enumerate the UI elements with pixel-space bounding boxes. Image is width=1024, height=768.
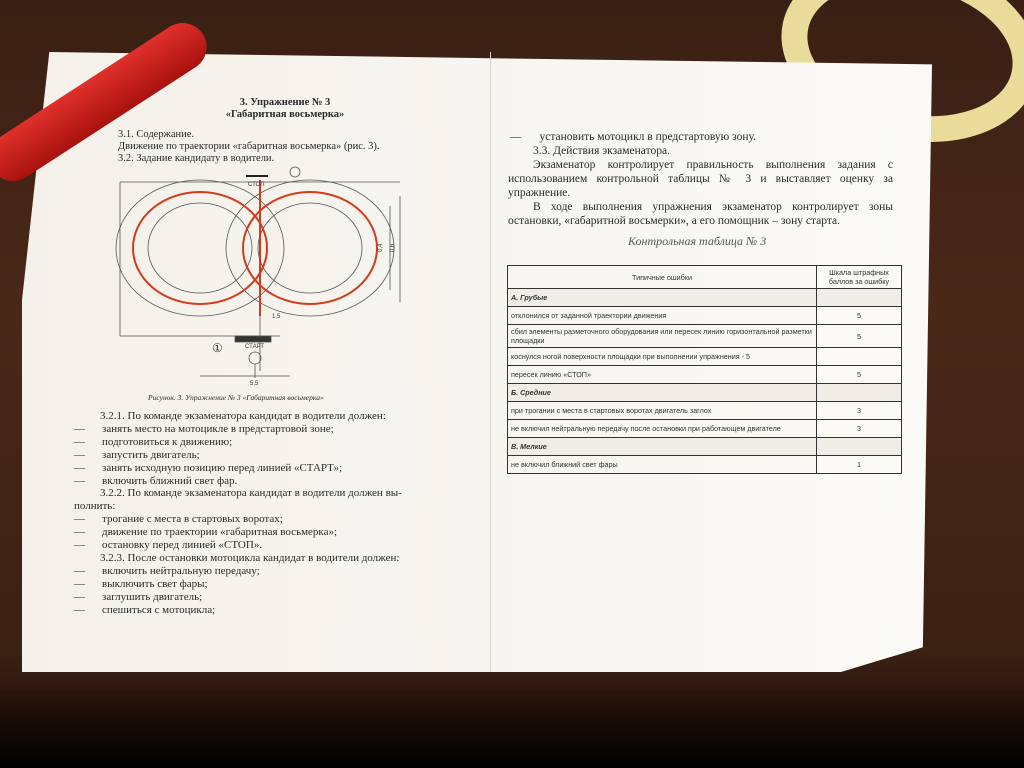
table-row bbox=[508, 456, 902, 474]
error-cell: отклонился от заданной траектории движения bbox=[508, 307, 817, 325]
body-line: — занять исходную позицию перед линией «СТАРТ»; bbox=[74, 461, 343, 474]
body-line: — занять место на мотоцикле в предстартовой зоне; bbox=[74, 422, 334, 435]
error-cell: не включил ближний свет фары bbox=[508, 456, 817, 474]
table-section-row bbox=[508, 289, 902, 307]
table-row bbox=[508, 366, 902, 384]
right-item-1-text: установить мотоцикл в предстартовую зону. bbox=[539, 131, 756, 143]
body-line-text: занять исходную позицию перед линией «СТАРТ»; bbox=[102, 461, 343, 474]
table-section-row bbox=[508, 384, 902, 402]
points-cell bbox=[817, 384, 902, 402]
section-label: В. Мелкие bbox=[508, 438, 817, 456]
body-line-text: включить ближний свет фар. bbox=[102, 474, 238, 487]
error-cell: не включил нейтральную передачу после остановки при работающем двигателе bbox=[508, 420, 817, 438]
error-cell: при трогании с места в стартовых воротах двигатель заглох bbox=[508, 402, 817, 420]
body-line-text: 3.2.1. По команде экзаменатора кандидат в водители должен: bbox=[100, 410, 386, 422]
figure-caption: Рисунок. 3. Упражнение № 3 «Габаритная восьмерка» bbox=[148, 393, 324, 402]
body-line-text: 3.2.2. По команде экзаменатора кандидат в водители должен вы- bbox=[100, 487, 402, 500]
header-errors: Типичные ошибки bbox=[508, 266, 817, 289]
marker-one: ① bbox=[212, 341, 223, 355]
body-line-text: движение по траектории «габаритная восьмерка»; bbox=[102, 526, 338, 539]
points-cell: 5 bbox=[817, 325, 902, 348]
body-line: — запустить двигатель; bbox=[74, 448, 200, 461]
points-cell bbox=[817, 289, 902, 307]
examiner-paragraph: Экзаменатор контролирует правильность выполнения задания с использованием контрольной таблицы № 3 и выставляет оценку за упражнение. bbox=[508, 159, 893, 199]
table-row bbox=[508, 402, 902, 420]
body-line: — спешиться с мотоцикла; bbox=[74, 603, 216, 616]
body-line-text: 3.2.3. После остановки мотоцикла кандидат в водители должен: bbox=[100, 551, 400, 564]
exercise-title: 3. Упражнение № 3 bbox=[239, 97, 331, 108]
table-row bbox=[508, 420, 902, 438]
control-table bbox=[507, 265, 902, 474]
figure-eight-diagram bbox=[100, 166, 420, 388]
error-cell: коснулся ногой поверхности площадки при выполнении упражнения - 5 bbox=[508, 348, 817, 366]
body-line-text: включить нейтральную передачу; bbox=[102, 564, 260, 577]
body-line: — выключить свет фары; bbox=[74, 577, 208, 590]
points-cell: 1 bbox=[817, 456, 902, 474]
table-row bbox=[508, 325, 902, 348]
section-3-3: 3.3. Действия экзаменатора. bbox=[533, 145, 670, 157]
section-3-2: 3.2. Задание кандидату в водители. bbox=[118, 153, 275, 164]
exercise-subtitle: «Габаритная восьмерка» bbox=[225, 109, 345, 120]
body-line: — подготовиться к движению; bbox=[74, 435, 233, 448]
dimension-d: 0,6 bbox=[390, 243, 396, 252]
right-item-1: — установить мотоцикл в предстартовую зону. bbox=[510, 131, 756, 143]
body-line-text: подготовиться к движению; bbox=[102, 435, 233, 448]
body-line-text: запустить двигатель; bbox=[102, 448, 200, 461]
body-line bbox=[74, 410, 494, 423]
left-body-text bbox=[74, 410, 494, 617]
table-row bbox=[508, 307, 902, 325]
points-cell: 3 bbox=[817, 420, 902, 438]
examiner-control-paragraph: В ходе выполнения упражнения экзаменатор контролирует зоны остановки, «габаритной восьмерки», а его помощник – зону старта. bbox=[508, 201, 893, 227]
table-row bbox=[508, 348, 902, 366]
error-cell: сбил элементы разметочного оборудования или пересек линию горизонтальной разметки площадки bbox=[508, 325, 817, 348]
points-cell: 3 bbox=[817, 402, 902, 420]
body-line-text: занять место на мотоцикле в предстартовой зоне; bbox=[102, 422, 334, 435]
body-line: — остановку перед линией «СТОП». bbox=[74, 539, 263, 552]
section-3-1-text: Движение по траектории «габаритная восьмерка» (рис. 3). bbox=[118, 141, 380, 152]
section-label: А. Грубые bbox=[508, 289, 817, 307]
body-line-text: трогание с места в стартовых воротах; bbox=[102, 513, 283, 526]
body-line: — движение по траектории «габаритная восьмерка»; bbox=[74, 526, 338, 539]
error-cell: пересек линию «СТОП» bbox=[508, 366, 817, 384]
dimension-b: 5,5 bbox=[250, 381, 259, 387]
body-line: — включить нейтральную передачу; bbox=[74, 564, 260, 577]
section-label: Б. Средние bbox=[508, 384, 817, 402]
dimension-a: 1,5 bbox=[272, 314, 281, 320]
body-line-text: спешиться с мотоцикла; bbox=[102, 603, 216, 616]
points-cell: 5 bbox=[817, 366, 902, 384]
table-section-row bbox=[508, 438, 902, 456]
body-line-text: заглушить двигатель; bbox=[102, 590, 203, 603]
header-points: Шкала штрафных баллов за ошибку bbox=[817, 266, 902, 289]
points-cell bbox=[817, 348, 902, 366]
points-cell: 5 bbox=[817, 307, 902, 325]
desk-edge bbox=[0, 690, 1024, 768]
section-3-1: 3.1. Содержание. bbox=[118, 129, 195, 140]
body-line: — включить ближний свет фар. bbox=[74, 474, 238, 487]
body-line: — трогание с места в стартовых воротах; bbox=[74, 513, 283, 526]
stop-label: СТОП bbox=[248, 182, 265, 188]
body-line: — заглушить двигатель; bbox=[74, 590, 203, 603]
body-line bbox=[74, 487, 494, 500]
body-line bbox=[74, 552, 494, 565]
body-line-text: полнить: bbox=[74, 500, 116, 513]
body-line bbox=[74, 500, 494, 513]
table-title: Контрольная таблица № 3 bbox=[628, 234, 767, 248]
points-cell bbox=[817, 438, 902, 456]
body-line-text: остановку перед линией «СТОП». bbox=[102, 539, 263, 552]
body-line-text: выключить свет фары; bbox=[102, 577, 208, 590]
start-label: СТАРТ bbox=[245, 344, 264, 350]
table-header-row bbox=[508, 266, 902, 289]
dimension-c: 0,4 bbox=[378, 243, 384, 252]
